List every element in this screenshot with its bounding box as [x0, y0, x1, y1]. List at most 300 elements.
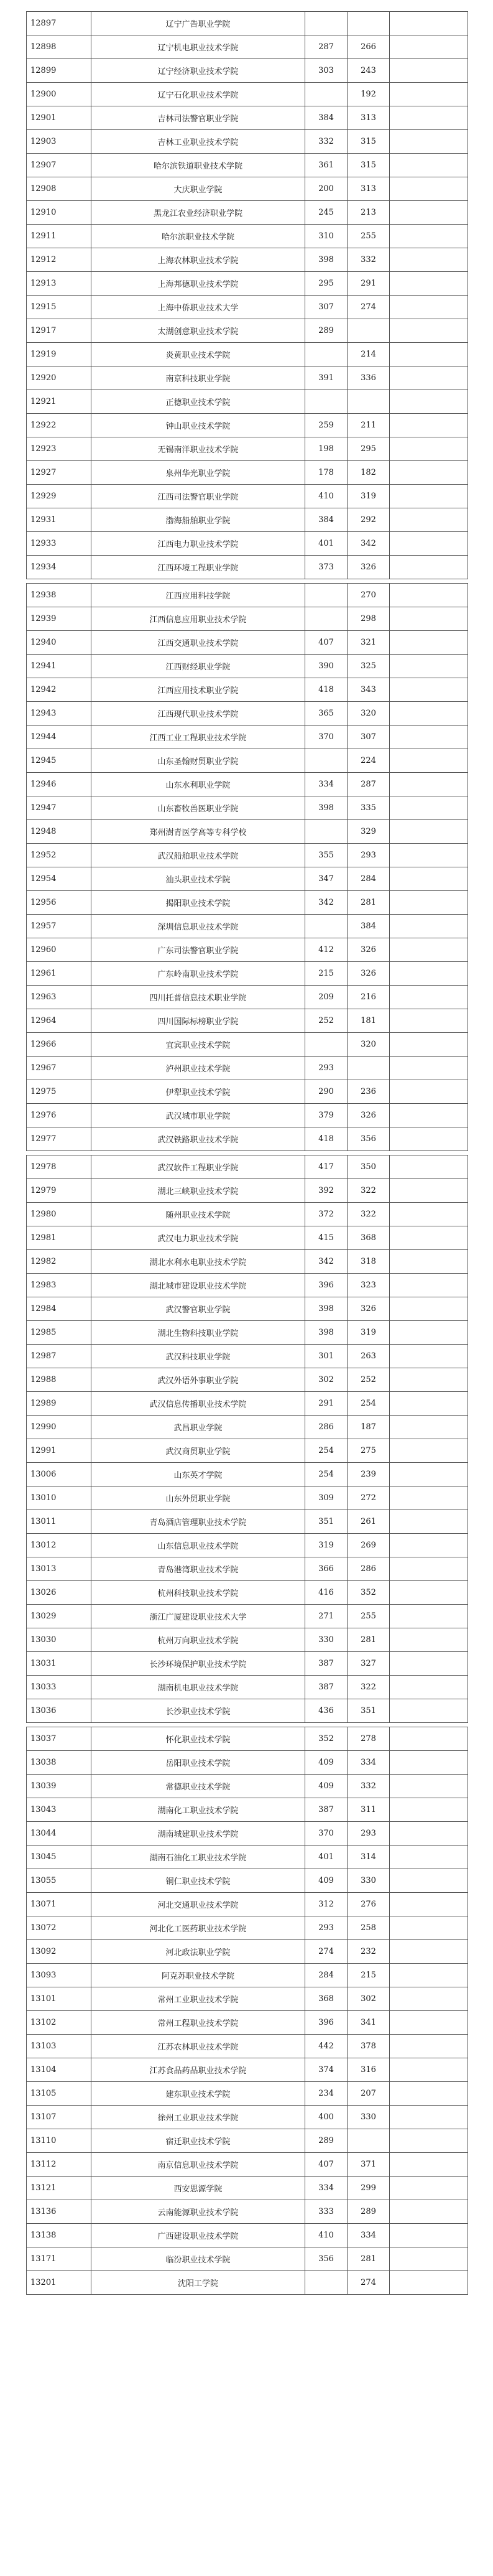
blank-cell — [390, 1652, 468, 1676]
score-cell-2: 181 — [348, 1009, 390, 1033]
school-name-cell: 四川国际标榜职业学院 — [91, 1009, 305, 1033]
school-name-cell: 常州工业职业技术学院 — [91, 1987, 305, 2011]
score-cell-1: 398 — [305, 1297, 348, 1321]
school-name-cell: 江西电力职业技术学院 — [91, 532, 305, 556]
score-cell-2: 263 — [348, 1345, 390, 1368]
score-cell-1: 312 — [305, 1893, 348, 1916]
school-name-cell: 武汉电力职业技术学院 — [91, 1226, 305, 1250]
blank-cell — [390, 1557, 468, 1581]
blank-cell — [390, 1392, 468, 1416]
school-code-cell: 12956 — [27, 891, 91, 915]
school-code-cell: 13030 — [27, 1628, 91, 1652]
score-cell-1: 284 — [305, 1964, 348, 1987]
blank-cell — [390, 248, 468, 272]
school-code-cell: 12966 — [27, 1033, 91, 1057]
score-cell-2: 384 — [348, 915, 390, 938]
school-code-cell: 12927 — [27, 461, 91, 485]
school-code-cell: 12979 — [27, 1179, 91, 1203]
score-cell-1: 333 — [305, 2200, 348, 2224]
school-name-cell: 青岛港湾职业技术学院 — [91, 1557, 305, 1581]
school-code-cell: 12975 — [27, 1080, 91, 1104]
school-code-cell: 13107 — [27, 2106, 91, 2129]
blank-cell — [390, 1486, 468, 1510]
table-row — [27, 1368, 468, 1392]
score-cell-1: 309 — [305, 1486, 348, 1510]
blank-cell — [390, 584, 468, 607]
school-code-cell: 12961 — [27, 962, 91, 986]
school-code-cell: 12939 — [27, 607, 91, 631]
school-name-cell: 黑龙江农业经济职业学院 — [91, 201, 305, 225]
table-row — [27, 2224, 468, 2247]
table-row — [27, 343, 468, 366]
school-name-cell: 江西工业工程职业技术学院 — [91, 726, 305, 749]
score-cell-1: 198 — [305, 437, 348, 461]
table-row — [27, 2058, 468, 2082]
score-cell-2: 276 — [348, 1893, 390, 1916]
score-cell-2: 274 — [348, 296, 390, 319]
score-cell-2: 258 — [348, 1916, 390, 1940]
table-row — [27, 1510, 468, 1534]
score-cell-1 — [305, 343, 348, 366]
school-code-cell: 13171 — [27, 2247, 91, 2271]
score-cell-1: 245 — [305, 201, 348, 225]
table-row — [27, 1699, 468, 1723]
school-code-cell: 13103 — [27, 2035, 91, 2058]
blank-cell — [390, 2011, 468, 2035]
score-cell-1: 291 — [305, 1392, 348, 1416]
blank-cell — [390, 1297, 468, 1321]
score-cell-2: 313 — [348, 106, 390, 130]
table-row — [27, 1439, 468, 1463]
school-name-cell: 江西应用科技学院 — [91, 584, 305, 607]
school-name-cell: 广东司法警官职业学院 — [91, 938, 305, 962]
table-row — [27, 2153, 468, 2177]
score-cell-2: 334 — [348, 1751, 390, 1775]
score-cell-2: 322 — [348, 1179, 390, 1203]
blank-cell — [390, 1155, 468, 1179]
score-cell-2: 270 — [348, 584, 390, 607]
table-row — [27, 1869, 468, 1893]
school-code-cell: 12988 — [27, 1368, 91, 1392]
score-cell-1: 307 — [305, 296, 348, 319]
score-cell-2: 281 — [348, 1628, 390, 1652]
blank-cell — [390, 962, 468, 986]
blank-cell — [390, 1581, 468, 1605]
score-cell-1: 254 — [305, 1439, 348, 1463]
school-code-cell: 13026 — [27, 1581, 91, 1605]
blank-cell — [390, 1416, 468, 1439]
school-name-cell: 武汉警官职业学院 — [91, 1297, 305, 1321]
score-cell-2 — [348, 319, 390, 343]
table-row — [27, 437, 468, 461]
school-name-cell: 阿克苏职业技术学院 — [91, 1964, 305, 1987]
score-cell-1: 332 — [305, 130, 348, 154]
blank-cell — [390, 177, 468, 201]
table-row — [27, 1033, 468, 1057]
school-name-cell: 山东英才学院 — [91, 1463, 305, 1486]
school-name-cell: 伊犁职业技术学院 — [91, 1080, 305, 1104]
score-cell-1: 387 — [305, 1652, 348, 1676]
table-row — [27, 225, 468, 248]
blank-cell — [390, 702, 468, 726]
score-cell-2: 281 — [348, 891, 390, 915]
blank-cell — [390, 1345, 468, 1368]
score-cell-2: 182 — [348, 461, 390, 485]
score-cell-1 — [305, 584, 348, 607]
score-cell-2: 343 — [348, 678, 390, 702]
school-name-cell: 岳阳职业技术学院 — [91, 1751, 305, 1775]
school-name-cell: 湖南机电职业技术学院 — [91, 1676, 305, 1699]
school-name-cell: 上海农林职业技术学院 — [91, 248, 305, 272]
score-cell-1: 271 — [305, 1605, 348, 1628]
school-code-cell: 12919 — [27, 343, 91, 366]
blank-cell — [390, 1439, 468, 1463]
school-name-cell: 江西交通职业技术学院 — [91, 631, 305, 655]
score-cell-1: 372 — [305, 1203, 348, 1226]
school-name-cell: 深圳信息职业技术学院 — [91, 915, 305, 938]
blank-cell — [390, 1463, 468, 1486]
school-code-cell: 12917 — [27, 319, 91, 343]
blank-cell — [390, 1226, 468, 1250]
score-cell-1: 392 — [305, 1179, 348, 1203]
school-name-cell: 钟山职业技术学院 — [91, 414, 305, 437]
blank-cell — [390, 796, 468, 820]
blank-cell — [390, 1628, 468, 1652]
blank-cell — [390, 106, 468, 130]
score-cell-1: 209 — [305, 986, 348, 1009]
score-cell-2: 371 — [348, 2153, 390, 2177]
table-row — [27, 1581, 468, 1605]
blank-cell — [390, 225, 468, 248]
score-cell-2: 329 — [348, 820, 390, 844]
score-cell-2: 232 — [348, 1940, 390, 1964]
blank-cell — [390, 820, 468, 844]
school-code-cell: 12907 — [27, 154, 91, 177]
school-name-cell: 武汉铁路职业技术学院 — [91, 1127, 305, 1151]
table-row — [27, 2271, 468, 2295]
score-cell-1: 368 — [305, 1987, 348, 2011]
school-name-cell: 泸州职业技术学院 — [91, 1057, 305, 1080]
table-row — [27, 631, 468, 655]
score-cell-2 — [348, 12, 390, 35]
table-row — [27, 938, 468, 962]
school-code-cell: 12977 — [27, 1127, 91, 1151]
score-cell-1: 342 — [305, 891, 348, 915]
table-row — [27, 1676, 468, 1699]
table-row — [27, 177, 468, 201]
score-table-sheet — [26, 11, 468, 2295]
table-row — [27, 2200, 468, 2224]
score-cell-1: 374 — [305, 2058, 348, 2082]
score-cell-2: 292 — [348, 508, 390, 532]
school-name-cell: 建东职业技术学院 — [91, 2082, 305, 2106]
school-name-cell: 河北政法职业学院 — [91, 1940, 305, 1964]
table-row — [27, 1893, 468, 1916]
score-cell-1: 366 — [305, 1557, 348, 1581]
school-name-cell: 江西应用技术职业学院 — [91, 678, 305, 702]
score-cell-2 — [348, 1057, 390, 1080]
blank-cell — [390, 296, 468, 319]
score-cell-1: 356 — [305, 2247, 348, 2271]
school-code-cell: 12938 — [27, 584, 91, 607]
blank-cell — [390, 12, 468, 35]
school-name-cell: 杭州科技职业技术学院 — [91, 1581, 305, 1605]
score-cell-2: 266 — [348, 35, 390, 59]
score-cell-1: 379 — [305, 1104, 348, 1127]
school-code-cell: 13045 — [27, 1846, 91, 1869]
table-row — [27, 1345, 468, 1368]
school-code-cell: 12910 — [27, 201, 91, 225]
score-cell-1 — [305, 607, 348, 631]
table-row — [27, 607, 468, 631]
score-cell-1: 418 — [305, 1127, 348, 1151]
school-name-cell: 常州工程职业技术学院 — [91, 2011, 305, 2035]
table-row — [27, 1274, 468, 1297]
blank-cell — [390, 1179, 468, 1203]
score-cell-2: 269 — [348, 1534, 390, 1557]
school-code-cell: 13037 — [27, 1727, 91, 1751]
school-code-cell: 12991 — [27, 1439, 91, 1463]
table-row — [27, 1080, 468, 1104]
score-cell-1: 334 — [305, 2177, 348, 2200]
school-code-cell: 13006 — [27, 1463, 91, 1486]
blank-cell — [390, 154, 468, 177]
score-cell-2: 326 — [348, 1297, 390, 1321]
blank-cell — [390, 1798, 468, 1822]
school-code-cell: 12985 — [27, 1321, 91, 1345]
score-cell-2: 187 — [348, 1416, 390, 1439]
school-name-cell: 河北化工医药职业技术学院 — [91, 1916, 305, 1940]
school-name-cell: 临汾职业技术学院 — [91, 2247, 305, 2271]
school-name-cell: 揭阳职业技术学院 — [91, 891, 305, 915]
table-row — [27, 962, 468, 986]
school-name-cell: 南京信息职业技术学院 — [91, 2153, 305, 2177]
score-cell-2: 314 — [348, 1846, 390, 1869]
table-row — [27, 1009, 468, 1033]
school-name-cell: 泉州华光职业学院 — [91, 461, 305, 485]
score-cell-1 — [305, 915, 348, 938]
table-row — [27, 1179, 468, 1203]
blank-cell — [390, 2271, 468, 2295]
school-name-cell: 哈尔滨铁道职业技术学院 — [91, 154, 305, 177]
score-cell-1: 289 — [305, 319, 348, 343]
score-cell-2: 341 — [348, 2011, 390, 2035]
score-cell-1: 409 — [305, 1775, 348, 1798]
school-code-cell: 12897 — [27, 12, 91, 35]
table-row — [27, 2011, 468, 2035]
score-cell-2: 291 — [348, 272, 390, 296]
school-name-cell: 吉林工业职业技术学院 — [91, 130, 305, 154]
school-code-cell: 12933 — [27, 532, 91, 556]
score-cell-2: 378 — [348, 2035, 390, 2058]
school-name-cell: 湖南石油化工职业技术学院 — [91, 1846, 305, 1869]
score-cell-2: 211 — [348, 414, 390, 437]
score-cell-2: 334 — [348, 2224, 390, 2247]
school-code-cell: 13043 — [27, 1798, 91, 1822]
score-cell-1: 310 — [305, 225, 348, 248]
school-code-cell: 12934 — [27, 556, 91, 579]
score-cell-2: 356 — [348, 1127, 390, 1151]
blank-cell — [390, 1846, 468, 1869]
score-cell-1: 234 — [305, 2082, 348, 2106]
score-cell-2: 214 — [348, 343, 390, 366]
score-cell-2: 254 — [348, 1392, 390, 1416]
school-code-cell: 12976 — [27, 1104, 91, 1127]
blank-cell — [390, 655, 468, 678]
score-cell-1: 252 — [305, 1009, 348, 1033]
school-code-cell: 13044 — [27, 1822, 91, 1846]
score-cell-1: 215 — [305, 962, 348, 986]
school-code-cell: 12913 — [27, 272, 91, 296]
score-cell-1: 200 — [305, 177, 348, 201]
school-code-cell: 12964 — [27, 1009, 91, 1033]
score-cell-2: 275 — [348, 1439, 390, 1463]
blank-cell — [390, 844, 468, 867]
school-name-cell: 青岛酒店管理职业技术学院 — [91, 1510, 305, 1534]
school-code-cell: 12931 — [27, 508, 91, 532]
score-cell-1: 387 — [305, 1676, 348, 1699]
score-cell-1: 412 — [305, 938, 348, 962]
school-code-cell: 12921 — [27, 390, 91, 414]
score-cell-1: 442 — [305, 2035, 348, 2058]
school-name-cell: 山东畜牧兽医职业学院 — [91, 796, 305, 820]
table-row — [27, 1628, 468, 1652]
table-row — [27, 655, 468, 678]
table-row — [27, 272, 468, 296]
blank-cell — [390, 2200, 468, 2224]
school-name-cell: 哈尔滨职业技术学院 — [91, 225, 305, 248]
blank-cell — [390, 749, 468, 773]
table-row — [27, 1416, 468, 1439]
score-cell-2: 284 — [348, 867, 390, 891]
table-row — [27, 106, 468, 130]
score-cell-2: 278 — [348, 1727, 390, 1751]
table-row — [27, 1822, 468, 1846]
table-row — [27, 508, 468, 532]
score-cell-1: 293 — [305, 1916, 348, 1940]
table-row — [27, 796, 468, 820]
school-name-cell: 正德职业技术学院 — [91, 390, 305, 414]
score-cell-2: 326 — [348, 938, 390, 962]
table-row — [27, 12, 468, 35]
table-row — [27, 2082, 468, 2106]
blank-cell — [390, 1869, 468, 1893]
table-row — [27, 1321, 468, 1345]
score-cell-1: 396 — [305, 2011, 348, 2035]
blank-cell — [390, 2106, 468, 2129]
blank-cell — [390, 867, 468, 891]
score-cell-2: 307 — [348, 726, 390, 749]
score-cell-2: 286 — [348, 1557, 390, 1581]
score-cell-2: 330 — [348, 1869, 390, 1893]
blank-cell — [390, 726, 468, 749]
score-cell-2: 274 — [348, 2271, 390, 2295]
school-code-cell: 13031 — [27, 1652, 91, 1676]
score-cell-1: 254 — [305, 1463, 348, 1486]
school-name-cell: 辽宁经济职业技术学院 — [91, 59, 305, 83]
school-code-cell: 12901 — [27, 106, 91, 130]
score-cell-2: 239 — [348, 1463, 390, 1486]
score-cell-1: 286 — [305, 1416, 348, 1439]
school-name-cell: 四川托普信息技术职业学院 — [91, 986, 305, 1009]
school-code-cell: 12978 — [27, 1155, 91, 1179]
school-code-cell: 12912 — [27, 248, 91, 272]
table-row — [27, 891, 468, 915]
school-code-cell: 12903 — [27, 130, 91, 154]
score-cell-1: 387 — [305, 1798, 348, 1822]
school-code-cell: 12952 — [27, 844, 91, 867]
score-cell-2: 213 — [348, 201, 390, 225]
blank-cell — [390, 485, 468, 508]
school-name-cell: 山东水利职业学院 — [91, 773, 305, 796]
school-code-cell: 13201 — [27, 2271, 91, 2295]
score-cell-1: 407 — [305, 631, 348, 655]
table-row — [27, 1775, 468, 1798]
score-cell-1: 409 — [305, 1869, 348, 1893]
school-name-cell: 武汉外语外事职业学院 — [91, 1368, 305, 1392]
score-cell-1: 361 — [305, 154, 348, 177]
table-row — [27, 1534, 468, 1557]
score-cell-2: 302 — [348, 1987, 390, 2011]
school-name-cell: 广东岭南职业技术学院 — [91, 962, 305, 986]
blank-cell — [390, 1321, 468, 1345]
blank-cell — [390, 1775, 468, 1798]
score-cell-2: 281 — [348, 2247, 390, 2271]
blank-cell — [390, 1964, 468, 1987]
blank-cell — [390, 2153, 468, 2177]
score-cell-1 — [305, 820, 348, 844]
school-name-cell: 吉林司法警官职业学院 — [91, 106, 305, 130]
table-row — [27, 414, 468, 437]
school-name-cell: 江西现代职业技术学院 — [91, 702, 305, 726]
school-name-cell: 辽宁广告职业学院 — [91, 12, 305, 35]
score-cell-2: 207 — [348, 2082, 390, 2106]
school-code-cell: 12899 — [27, 59, 91, 83]
table-row — [27, 1940, 468, 1964]
score-cell-1: 373 — [305, 556, 348, 579]
school-code-cell: 12989 — [27, 1392, 91, 1416]
school-name-cell: 广西建设职业技术学院 — [91, 2224, 305, 2247]
school-code-cell: 13138 — [27, 2224, 91, 2247]
school-name-cell: 湖南化工职业技术学院 — [91, 1798, 305, 1822]
score-cell-2: 326 — [348, 1104, 390, 1127]
score-cell-1: 418 — [305, 678, 348, 702]
score-cell-1: 415 — [305, 1226, 348, 1250]
score-cell-2: 332 — [348, 1775, 390, 1798]
table-row — [27, 726, 468, 749]
score-cell-1: 319 — [305, 1534, 348, 1557]
blank-cell — [390, 2129, 468, 2153]
blank-cell — [390, 1987, 468, 2011]
table-row — [27, 366, 468, 390]
score-cell-2: 243 — [348, 59, 390, 83]
school-name-cell: 上海中侨职业技术大学 — [91, 296, 305, 319]
score-cell-2: 315 — [348, 154, 390, 177]
score-cell-2: 326 — [348, 556, 390, 579]
score-table-block — [26, 583, 468, 1151]
score-cell-1: 287 — [305, 35, 348, 59]
school-code-cell: 12944 — [27, 726, 91, 749]
score-cell-1: 290 — [305, 1080, 348, 1104]
blank-cell — [390, 891, 468, 915]
score-cell-1: 302 — [305, 1368, 348, 1392]
school-code-cell: 12915 — [27, 296, 91, 319]
school-code-cell: 12960 — [27, 938, 91, 962]
score-cell-2: 322 — [348, 1676, 390, 1699]
score-cell-2: 325 — [348, 655, 390, 678]
school-name-cell: 炎黄职业技术学院 — [91, 343, 305, 366]
school-name-cell: 江西信息应用职业技术学院 — [91, 607, 305, 631]
